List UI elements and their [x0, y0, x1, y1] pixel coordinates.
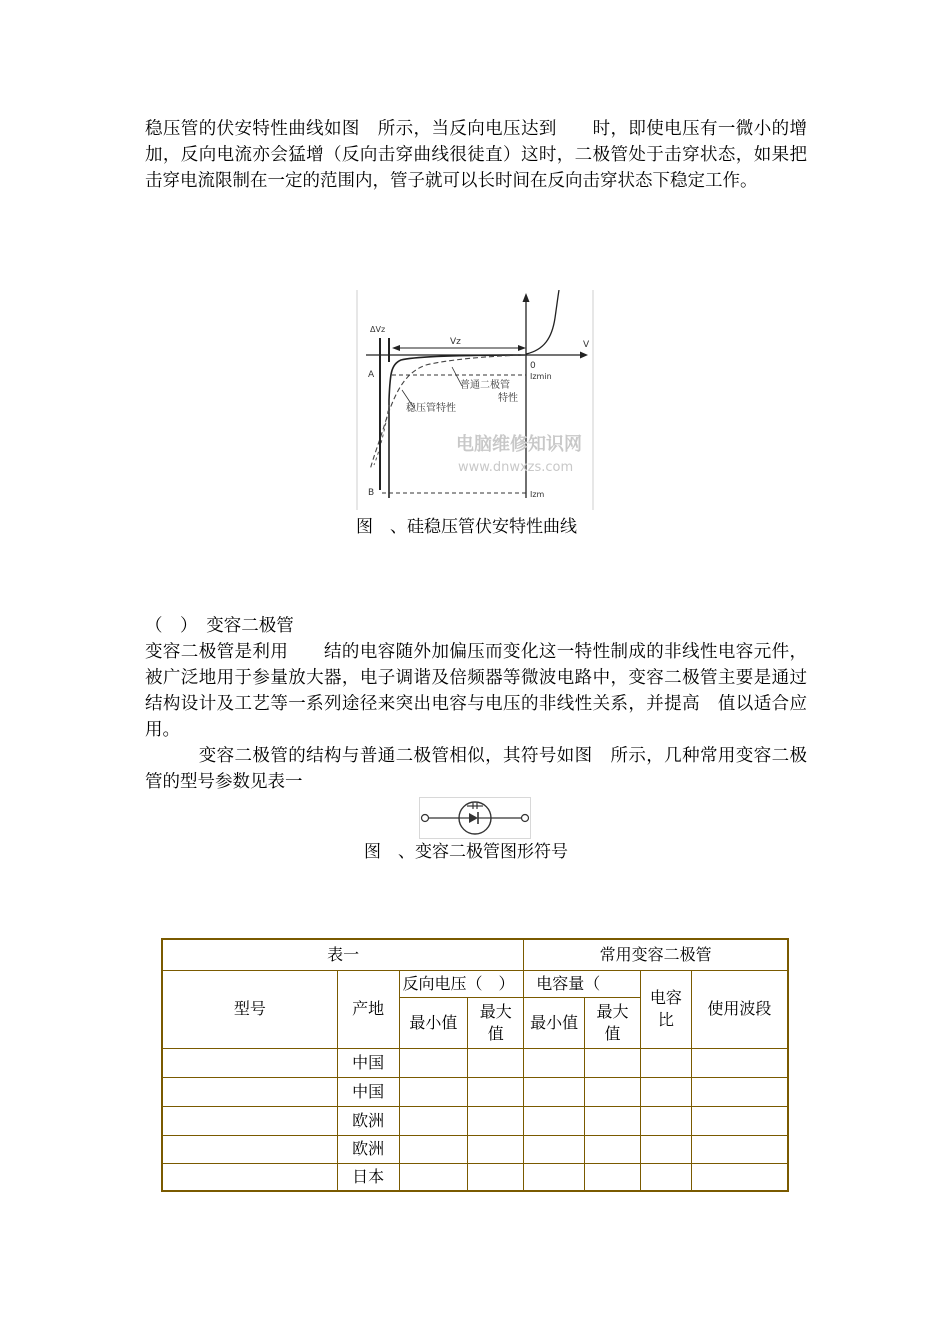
cell-empty [468, 1077, 524, 1106]
watermark-url: www.dnwxzs.com [458, 460, 574, 475]
figure2-caption: 图 、变容二极管图形符号 [364, 842, 568, 862]
point-a-label: A [368, 370, 375, 380]
izmin-label: Izmin [530, 372, 552, 381]
cell-origin: 日本 [337, 1163, 399, 1191]
header-capacitance: 电容量（ [524, 970, 641, 997]
cell-empty [640, 1048, 691, 1077]
header-rv-min: 最小值 [399, 997, 468, 1048]
diode-triangle [469, 813, 478, 823]
section-heading: （ ） 变容二极管 [145, 616, 294, 636]
cell-empty [524, 1106, 585, 1135]
cell-empty [691, 1163, 788, 1191]
cell-empty [585, 1077, 641, 1106]
header-cap-min: 最小值 [524, 997, 585, 1048]
table-row [162, 1135, 788, 1163]
cell-model [162, 1048, 337, 1077]
cell-empty [524, 1048, 585, 1077]
point-b-label: B [368, 488, 375, 498]
dvz-label: ΔVz [370, 325, 386, 334]
cell-empty [585, 1163, 641, 1191]
zener-label: 稳压管特性 [406, 403, 456, 414]
normal-diode-label-line1: 普通二极管 [460, 380, 510, 391]
intro-paragraph: 稳压管的伏安特性曲线如图 所示，当反向电压达到 时，即使电压有一微小的增加，反向电流亦会猛增（反向击穿曲线很徒直）这时，二极管处于击穿状态，如果把击穿电流限制在一定的范围内，管子就可以长时间在反向击穿状态下稳定工作。 [145, 119, 807, 191]
cell-empty [468, 1163, 524, 1191]
cell-empty [640, 1163, 691, 1191]
cell-empty [524, 1077, 585, 1106]
table-subtitle: 常用变容二极管 [524, 939, 788, 970]
cell-empty [691, 1048, 788, 1077]
zener-iv-curve-diagram [356, 290, 596, 510]
vz-arrow-left [392, 345, 400, 351]
cell-model [162, 1135, 337, 1163]
cell-empty [640, 1077, 691, 1106]
table-row [162, 1077, 788, 1106]
cell-empty [640, 1106, 691, 1135]
cell-empty [691, 1135, 788, 1163]
forward-curve [526, 290, 559, 354]
figure1-caption: 图 、硅稳压管伏安特性曲线 [356, 517, 577, 537]
varactor-symbol-figure [419, 797, 531, 839]
cell-empty [399, 1048, 468, 1077]
header-band: 使用波段 [691, 970, 788, 1048]
vz-label: Vz [450, 337, 461, 347]
cell-empty [399, 1135, 468, 1163]
cell-empty [691, 1106, 788, 1135]
table-row [162, 1048, 788, 1077]
watermark-cn: 电脑维修知识网 [456, 434, 582, 455]
cell-empty [585, 1048, 641, 1077]
cell-origin: 欧洲 [337, 1106, 399, 1135]
varactor-symbol [419, 797, 531, 839]
cell-model [162, 1163, 337, 1191]
cell-empty [640, 1135, 691, 1163]
varactor-spec-table [161, 938, 789, 1192]
header-cap-ratio: 电容比 [640, 970, 691, 1048]
normal-diode-label-line2: 特性 [498, 393, 518, 404]
table-row [162, 1163, 788, 1191]
terminal-right [522, 815, 529, 822]
cell-empty [468, 1135, 524, 1163]
cell-empty [399, 1163, 468, 1191]
table-title: 表一 [162, 939, 524, 970]
voltage-axis-arrow [580, 352, 588, 359]
origin-label: 0 [530, 361, 536, 371]
zener-curve [389, 355, 526, 498]
vz-arrow-right [518, 345, 526, 351]
terminal-left [422, 815, 429, 822]
zener-iv-curve-figure [356, 290, 596, 510]
table-row [162, 1106, 788, 1135]
header-origin: 产地 [337, 970, 399, 1048]
cell-empty [468, 1048, 524, 1077]
izm-label: Izm [530, 490, 545, 499]
header-rv-max: 最大值 [468, 997, 524, 1048]
cell-origin: 欧洲 [337, 1135, 399, 1163]
cell-empty [524, 1163, 585, 1191]
cell-empty [468, 1106, 524, 1135]
header-model: 型号 [162, 970, 337, 1048]
cell-empty [585, 1135, 641, 1163]
cell-model [162, 1106, 337, 1135]
varactor-paragraph: 变容二极管是利用 结的电容随外加偏压而变化这一特性制成的非线性电容元件，被广泛地用于参量放大器，电子调谐及倍频器等微波电路中，变容二极管主要是通过结构设计及工艺等一系列途径来突出电容与电压的非线性关系，并提高 值以适合应用。 [145, 642, 807, 740]
cell-empty [585, 1106, 641, 1135]
cell-model [162, 1077, 337, 1106]
header-cap-max: 最大值 [585, 997, 641, 1048]
cell-empty [399, 1077, 468, 1106]
v-axis-label: V [583, 340, 590, 350]
cell-origin: 中国 [337, 1048, 399, 1077]
cell-origin: 中国 [337, 1077, 399, 1106]
cell-empty [524, 1135, 585, 1163]
current-axis-arrow [523, 293, 530, 302]
cell-empty [399, 1106, 468, 1135]
varactor-structure-paragraph: 变容二极管的结构与普通二极管相似，其符号如图 所示，几种常用变容二极管的型号参数见表一 [145, 746, 807, 792]
cell-empty [691, 1077, 788, 1106]
header-reverse-voltage: 反向电压（ ） [399, 970, 524, 997]
